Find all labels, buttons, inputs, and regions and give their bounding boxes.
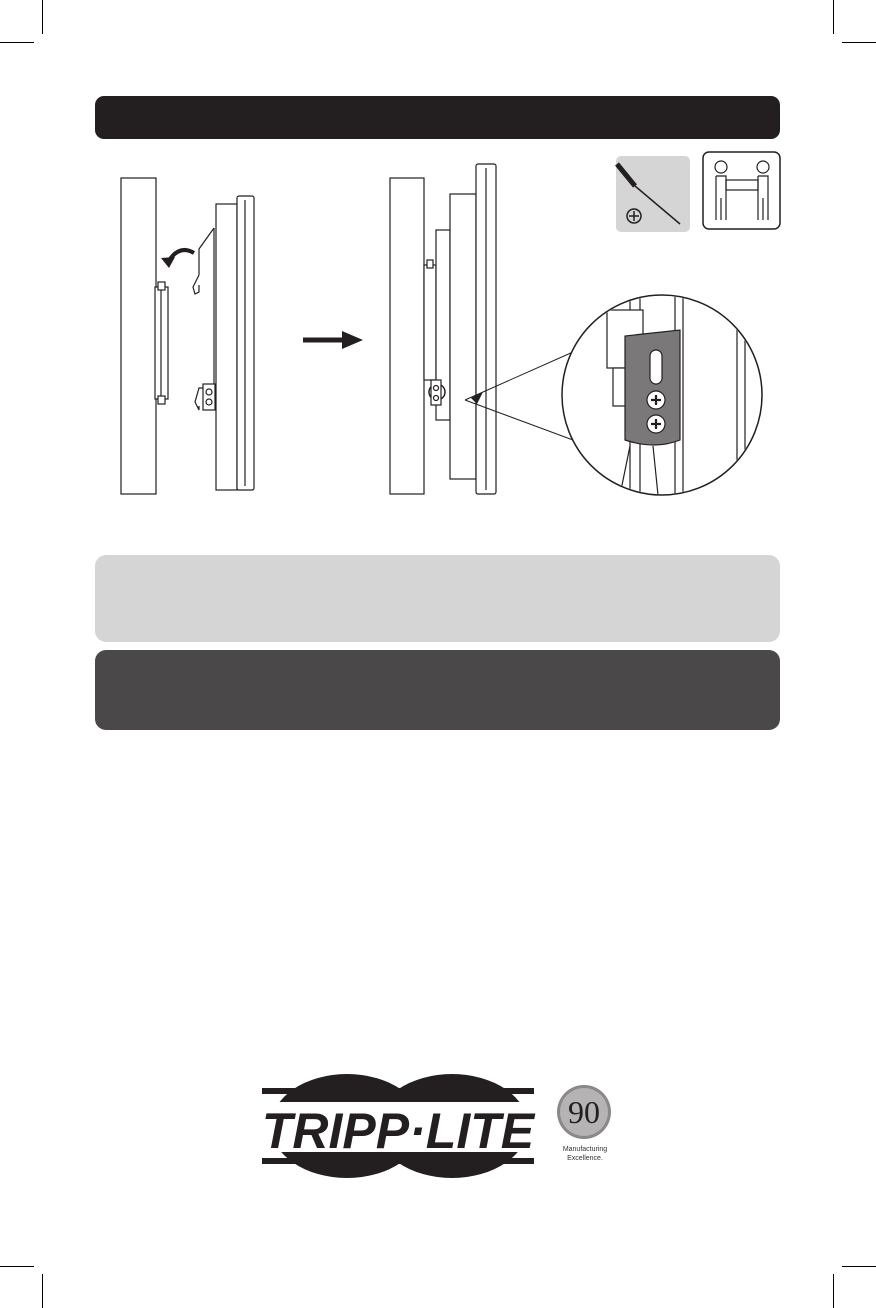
- crop-mark: [842, 42, 876, 43]
- seal-caption-line2: Excellence.: [567, 1155, 603, 1162]
- tv-panel: [216, 204, 237, 490]
- crop-mark: [42, 0, 43, 34]
- section-title-bar: [95, 96, 780, 139]
- warning-box: [95, 650, 780, 730]
- tv-bracket: [193, 228, 214, 294]
- crop-mark: [833, 1274, 834, 1308]
- crop-mark: [842, 1266, 876, 1267]
- seal-caption: [553, 1145, 617, 1163]
- seal-caption-line1: Manufacturing: [562, 1146, 608, 1153]
- seal-number: 90: [568, 1094, 600, 1130]
- crop-mark: [42, 1274, 43, 1308]
- crop-mark: [0, 42, 34, 43]
- note-box: [95, 555, 780, 642]
- crop-mark: [833, 0, 834, 34]
- mounting-diagram: [95, 140, 795, 540]
- phillips-screwdriver-icon: [616, 156, 690, 232]
- logo-text: TRIPP·LITE: [262, 1103, 535, 1159]
- logo-graphic: [262, 1070, 622, 1180]
- wall: [121, 178, 156, 494]
- crop-mark: [0, 1266, 34, 1267]
- tv-panel: [450, 194, 476, 479]
- tripp-lite-logo: [262, 1070, 622, 1180]
- wall: [390, 178, 424, 494]
- installation-illustration: [95, 140, 795, 540]
